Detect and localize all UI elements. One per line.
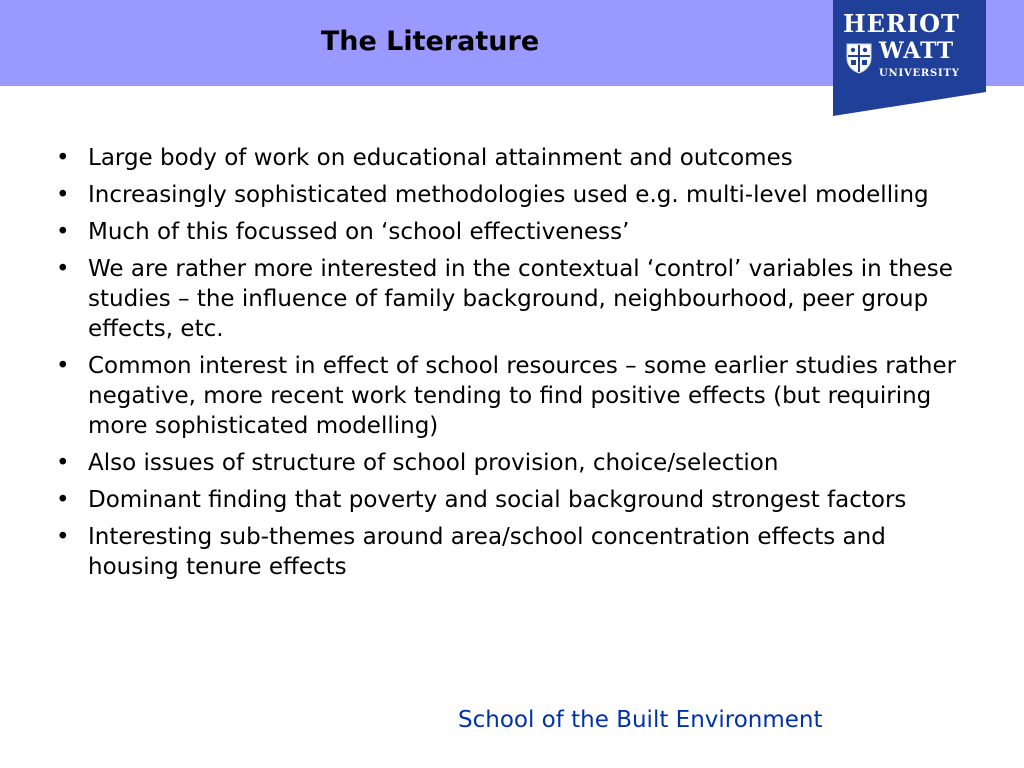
bullet-item <box>52 351 982 441</box>
bullet-text: Common interest in effect of school resources – some earlier studies rather negative, more recent work tending to find positive effects (but requiring more sophisticated modelling) <box>88 353 957 439</box>
bullet-symbol: • <box>56 487 70 513</box>
bullet-symbol: • <box>56 145 70 171</box>
bullet-text: Also issues of structure of school provision, choice/selection <box>88 450 779 476</box>
bullet-item <box>52 180 982 210</box>
bullet-item <box>52 217 982 247</box>
slide-title: The Literature <box>320 26 540 57</box>
bullet-symbol: • <box>56 450 70 476</box>
logo-text-watt: WATT <box>879 38 955 64</box>
bullet-item <box>52 448 982 478</box>
bullet-text: Large body of work on educational attainment and outcomes <box>88 145 793 171</box>
logo-text-university: UNIVERSITY <box>879 68 960 79</box>
logo-text-heriot: HERIOT <box>843 9 960 38</box>
bullet-symbol: • <box>56 524 70 550</box>
bullet-text: Much of this focussed on ‘school effectiveness’ <box>88 219 630 245</box>
bullet-symbol: • <box>56 353 70 379</box>
bullet-item <box>52 485 982 515</box>
footer-school-name: School of the Built Environment <box>458 707 823 733</box>
bullet-text: Dominant finding that poverty and social background strongest factors <box>88 487 907 513</box>
bullet-item <box>52 143 982 173</box>
bullet-text: We are rather more interested in the contextual ‘control’ variables in these studies – the influence of family background, neighbourhood, peer group effects, etc. <box>88 256 953 342</box>
bullet-symbol: • <box>56 256 70 282</box>
bullet-text: Increasingly sophisticated methodologies used e.g. multi-level modelling <box>88 182 929 208</box>
bullet-list <box>52 143 982 589</box>
bullet-symbol: • <box>56 182 70 208</box>
bullet-symbol: • <box>56 219 70 245</box>
heriot-watt-logo <box>833 0 986 116</box>
bullet-item <box>52 254 982 344</box>
bullet-item <box>52 522 982 582</box>
university-crest-icon <box>845 42 873 74</box>
bullet-text: Interesting sub-themes around area/school concentration effects and housing tenure effects <box>88 524 886 580</box>
